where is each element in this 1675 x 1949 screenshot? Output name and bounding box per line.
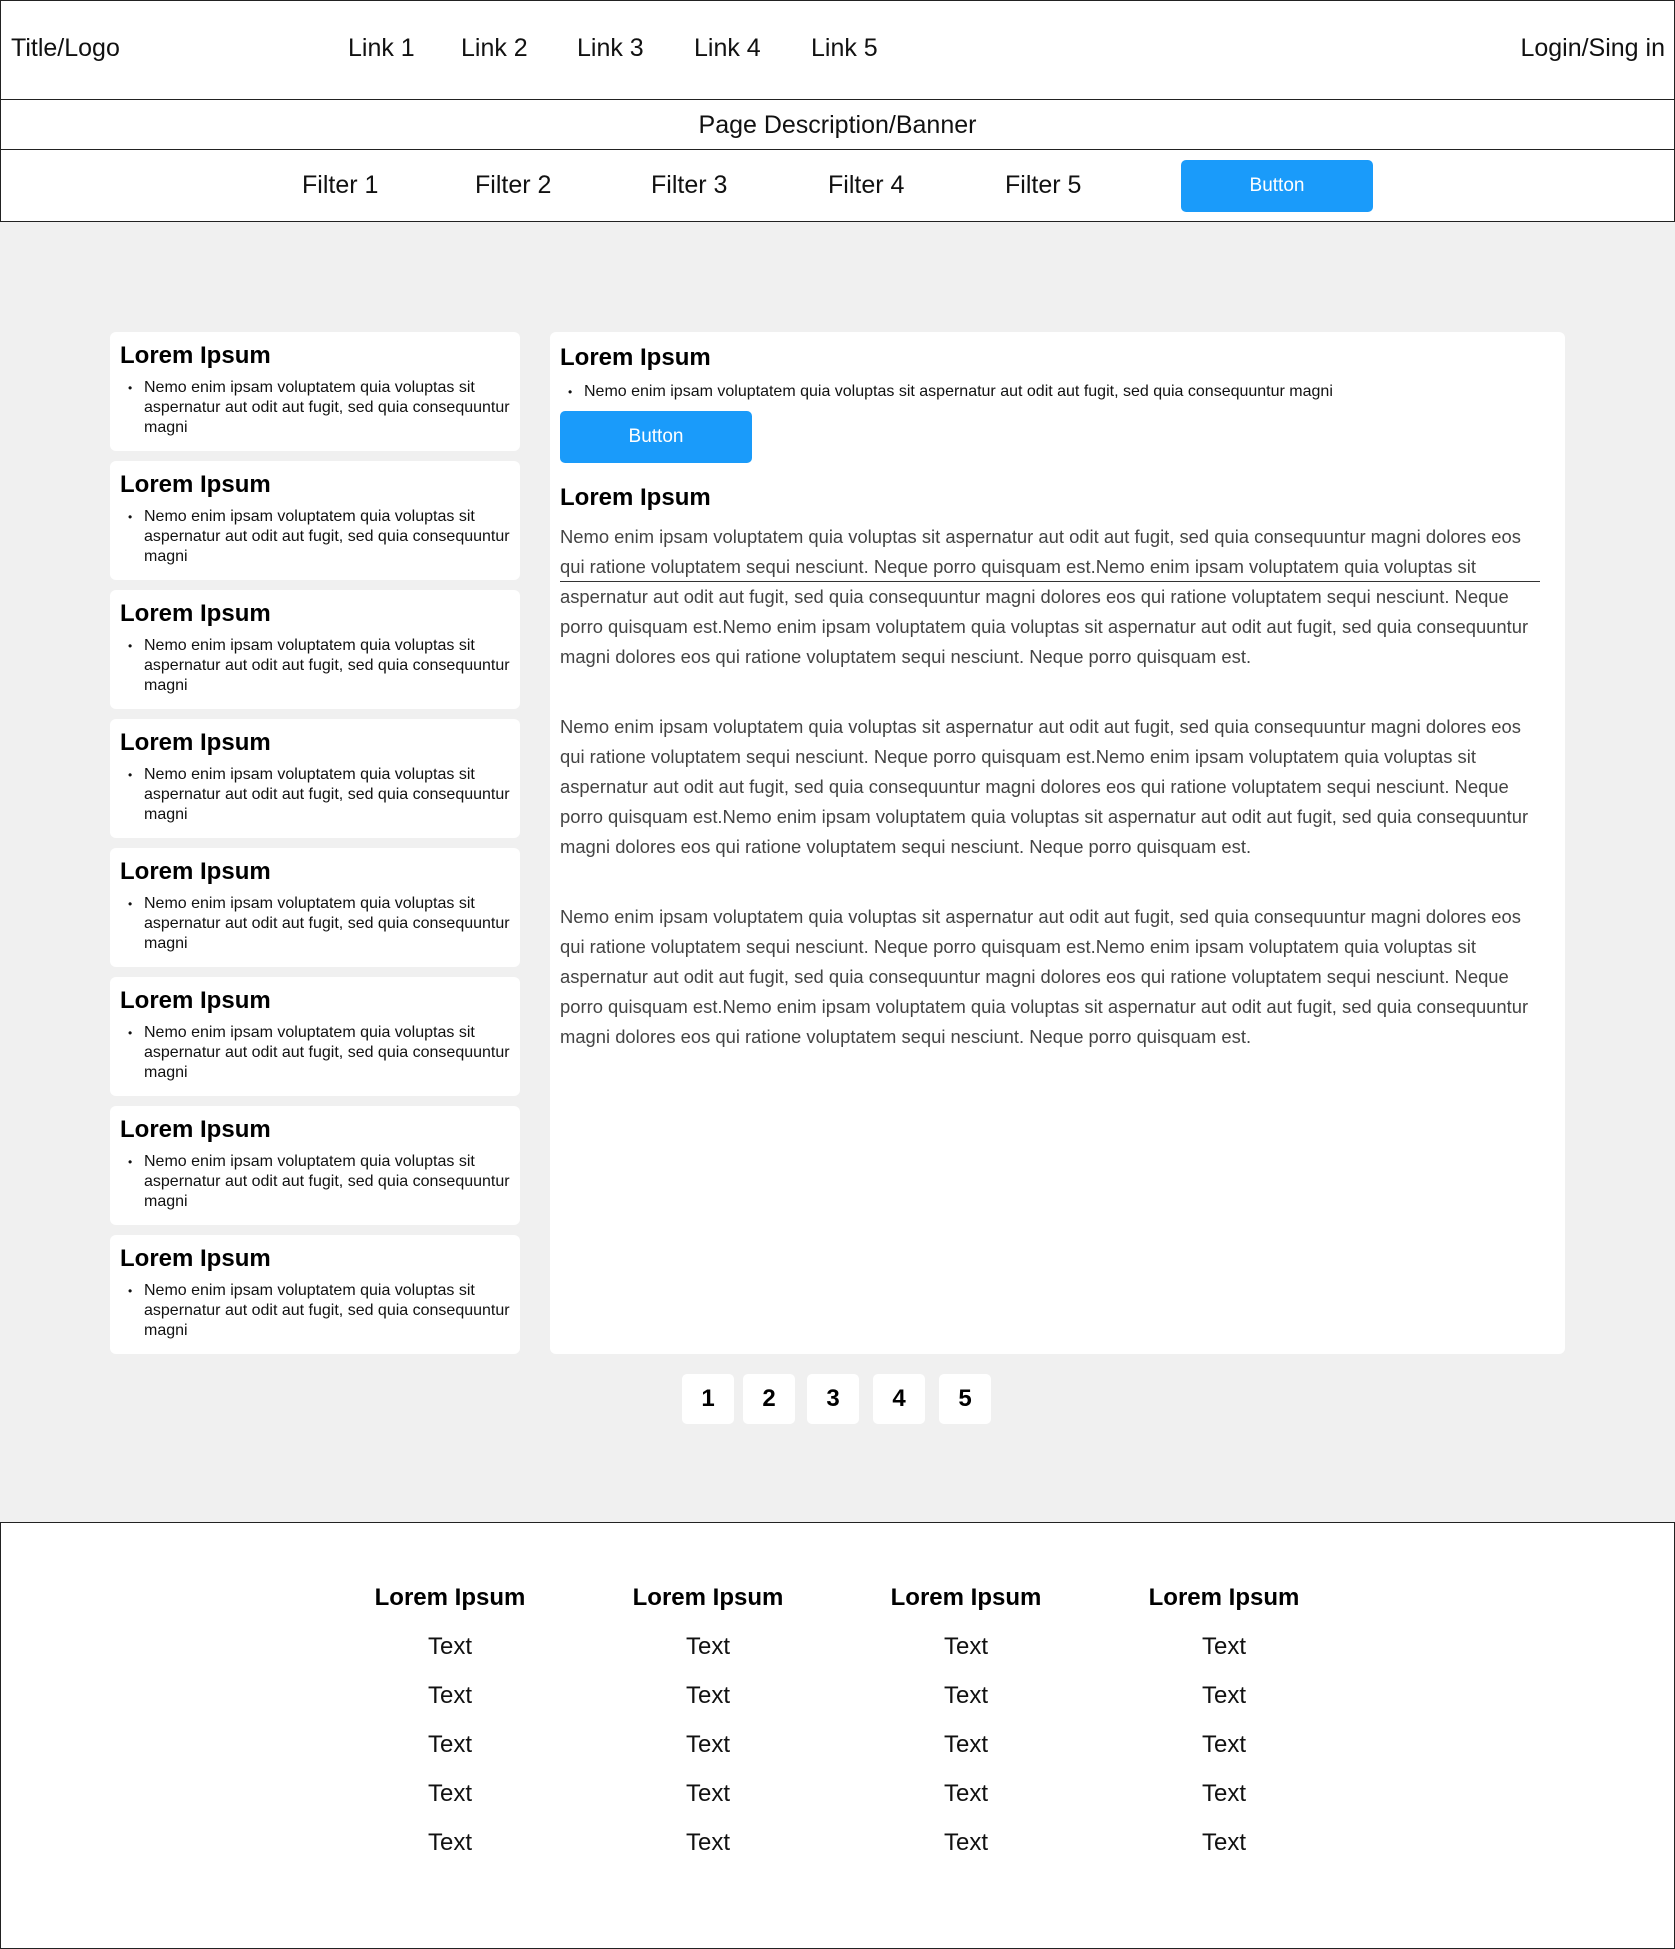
list-item[interactable]	[110, 332, 520, 451]
card-text: • Nemo enim ipsam voluptatem quia voluptas sit aspernatur aut odit aut fugit, sed quia consequuntur magni	[120, 1023, 510, 1083]
footer-link[interactable]: Text	[427, 1829, 472, 1856]
card-title: Lorem Ipsum	[120, 1116, 271, 1143]
paragraph: Nemo enim ipsam voluptatem quia voluptas sit aspernatur aut odit aut fugit, sed quia consequuntur magni dolores eos qui ratione voluptatem sequi nesciunt. Neque porro quisquam est.Nemo enim ipsam voluptatem quia voluptas sit aspernatur aut odit aut fugit, sed quia consequuntur magni dolores eos qui ratione voluptatem sequi nesciunt. Neque porro quisquam est.Nemo enim ipsam voluptatem quia voluptas sit aspernatur aut odit aut fugit, sed quia consequuntur magni dolores eos qui ratione voluptatem sequi nesciunt. Neque porro quisquam est.	[560, 526, 1529, 667]
footer-column	[866, 1578, 1066, 1872]
page-button-5[interactable]: 5	[939, 1374, 991, 1424]
card-text: • Nemo enim ipsam voluptatem quia voluptas sit aspernatur aut odit aut fugit, sed quia consequuntur magni	[120, 378, 510, 438]
card-text: • Nemo enim ipsam voluptatem quia voluptas sit aspernatur aut odit aut fugit, sed quia consequuntur magni	[120, 507, 510, 567]
nav-link-4[interactable]: Link 4	[694, 34, 761, 62]
footer-link[interactable]: Text	[1201, 1682, 1246, 1709]
top-nav	[0, 0, 1675, 100]
footer-link[interactable]: Text	[943, 1780, 988, 1807]
detail-bullet: • Nemo enim ipsam voluptatem quia voluptas sit aspernatur aut odit aut fugit, sed quia consequuntur magni	[560, 382, 1333, 402]
footer-heading: Lorem Ipsum	[374, 1584, 526, 1611]
card-title: Lorem Ipsum	[120, 342, 271, 369]
footer-link[interactable]: Text	[943, 1829, 988, 1856]
filter-3[interactable]: Filter 3	[651, 171, 728, 199]
login-link[interactable]: Login/Sing in	[1520, 34, 1665, 62]
card-title: Lorem Ipsum	[120, 858, 271, 885]
footer-link[interactable]: Text	[685, 1633, 730, 1660]
footer-link[interactable]: Text	[1201, 1829, 1246, 1856]
footer-link[interactable]: Text	[685, 1682, 730, 1709]
filter-1[interactable]: Filter 1	[302, 171, 379, 199]
footer-link[interactable]: Text	[427, 1780, 472, 1807]
paragraph: Nemo enim ipsam voluptatem quia voluptas sit aspernatur aut odit aut fugit, sed quia consequuntur magni dolores eos qui ratione voluptatem sequi nesciunt. Neque porro quisquam est.Nemo enim ipsam voluptatem quia voluptas sit aspernatur aut odit aut fugit, sed quia consequuntur magni dolores eos qui ratione voluptatem sequi nesciunt. Neque porro quisquam est.Nemo enim ipsam voluptatem quia voluptas sit aspernatur aut odit aut fugit, sed quia consequuntur magni dolores eos qui ratione voluptatem sequi nesciunt. Neque porro quisquam est.	[560, 716, 1529, 857]
nav-link-5[interactable]: Link 5	[811, 34, 878, 62]
footer-link[interactable]: Text	[685, 1780, 730, 1807]
page-button-1[interactable]: 1	[682, 1374, 734, 1424]
card-title: Lorem Ipsum	[120, 600, 271, 627]
filter-5[interactable]: Filter 5	[1005, 171, 1082, 199]
footer-link[interactable]: Text	[685, 1829, 730, 1856]
footer-link[interactable]: Text	[427, 1633, 472, 1660]
main-content	[0, 222, 1675, 1523]
footer-link[interactable]: Text	[1201, 1731, 1246, 1758]
filter-4[interactable]: Filter 4	[828, 171, 905, 199]
footer-column	[608, 1578, 808, 1872]
list-item[interactable]	[110, 1106, 520, 1225]
detail-button[interactable]: Button	[560, 411, 752, 463]
paragraph: Nemo enim ipsam voluptatem quia voluptas sit aspernatur aut odit aut fugit, sed quia consequuntur magni dolores eos qui ratione voluptatem sequi nesciunt. Neque porro quisquam est.Nemo enim ipsam voluptatem quia voluptas sit aspernatur aut odit aut fugit, sed quia consequuntur magni dolores eos qui ratione voluptatem sequi nesciunt. Neque porro quisquam est.Nemo enim ipsam voluptatem quia voluptas sit aspernatur aut odit aut fugit, sed quia consequuntur magni dolores eos qui ratione voluptatem sequi nesciunt. Neque porro quisquam est.	[560, 906, 1529, 1047]
nav-link-3[interactable]: Link 3	[577, 34, 644, 62]
nav-link-1[interactable]: Link 1	[348, 34, 415, 62]
list-item[interactable]	[110, 977, 520, 1096]
card-text: • Nemo enim ipsam voluptatem quia voluptas sit aspernatur aut odit aut fugit, sed quia consequuntur magni	[120, 1152, 510, 1212]
card-title: Lorem Ipsum	[120, 471, 271, 498]
footer-link[interactable]: Text	[427, 1731, 472, 1758]
card-text: • Nemo enim ipsam voluptatem quia voluptas sit aspernatur aut odit aut fugit, sed quia consequuntur magni	[120, 1281, 510, 1341]
footer-column	[350, 1578, 550, 1872]
footer-heading: Lorem Ipsum	[890, 1584, 1042, 1611]
footer-link[interactable]: Text	[943, 1633, 988, 1660]
section-title: Lorem Ipsum	[560, 484, 711, 511]
page-button-4[interactable]: 4	[873, 1374, 925, 1424]
list-item[interactable]	[110, 461, 520, 580]
list-item[interactable]	[110, 719, 520, 838]
site-logo[interactable]: Title/Logo	[11, 34, 120, 62]
filter-bar	[0, 150, 1675, 222]
nav-link-2[interactable]: Link 2	[461, 34, 528, 62]
footer-link[interactable]: Text	[1201, 1780, 1246, 1807]
list-item[interactable]	[110, 848, 520, 967]
page-button-3[interactable]: 3	[807, 1374, 859, 1424]
detail-title: Lorem Ipsum	[560, 344, 711, 371]
detail-panel	[550, 332, 1565, 1354]
footer-heading: Lorem Ipsum	[632, 1584, 784, 1611]
page-banner: Page Description/Banner	[0, 100, 1675, 150]
filter-button[interactable]: Button	[1181, 160, 1373, 212]
footer-link[interactable]: Text	[943, 1682, 988, 1709]
filter-2[interactable]: Filter 2	[475, 171, 552, 199]
footer-link[interactable]: Text	[943, 1731, 988, 1758]
card-text: • Nemo enim ipsam voluptatem quia voluptas sit aspernatur aut odit aut fugit, sed quia consequuntur magni	[120, 765, 510, 825]
footer-link[interactable]: Text	[685, 1731, 730, 1758]
footer-heading: Lorem Ipsum	[1148, 1584, 1300, 1611]
footer-link[interactable]: Text	[427, 1682, 472, 1709]
card-text: • Nemo enim ipsam voluptatem quia voluptas sit aspernatur aut odit aut fugit, sed quia consequuntur magni	[120, 636, 510, 696]
card-title: Lorem Ipsum	[120, 1245, 271, 1272]
card-title: Lorem Ipsum	[120, 729, 271, 756]
page-button-2[interactable]: 2	[743, 1374, 795, 1424]
card-title: Lorem Ipsum	[120, 987, 271, 1014]
card-text: • Nemo enim ipsam voluptatem quia voluptas sit aspernatur aut odit aut fugit, sed quia consequuntur magni	[120, 894, 510, 954]
footer-column	[1124, 1578, 1324, 1872]
list-item[interactable]	[110, 1235, 520, 1354]
footer-link[interactable]: Text	[1201, 1633, 1246, 1660]
list-item[interactable]	[110, 590, 520, 709]
